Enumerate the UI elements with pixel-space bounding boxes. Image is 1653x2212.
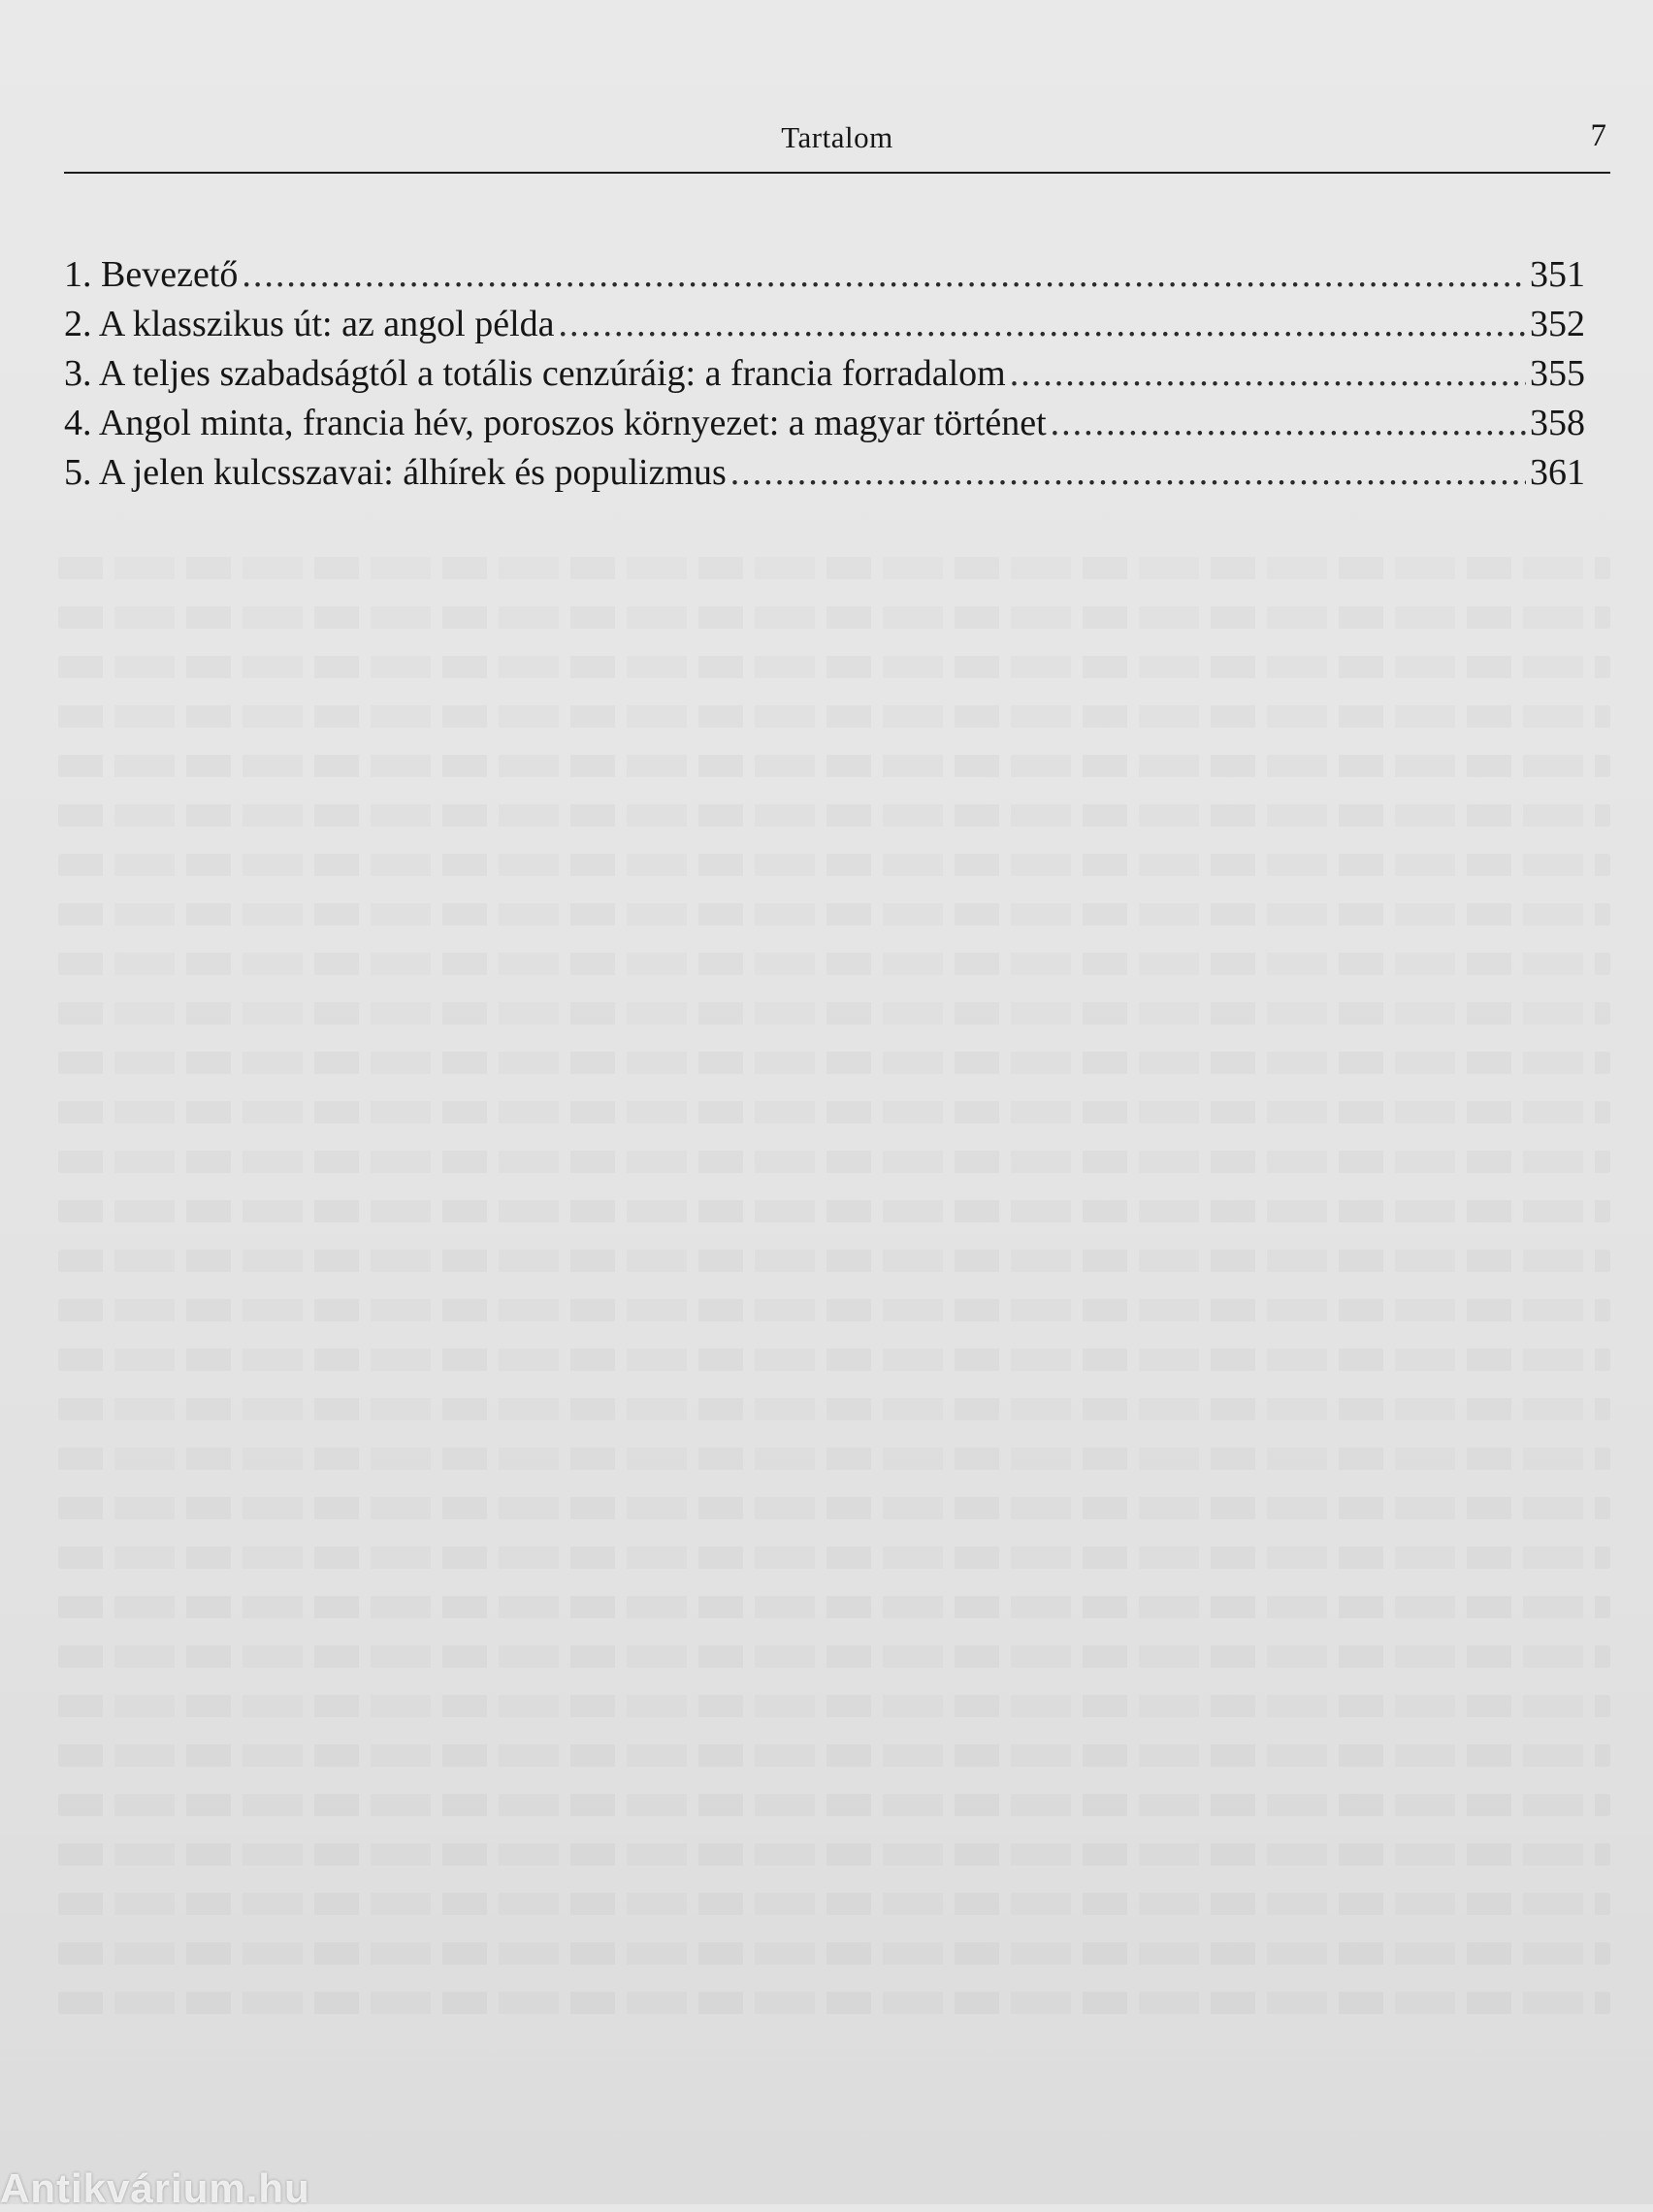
toc-entry-title: 1. Bevezető [64, 254, 239, 295]
toc-entry-page: 358 [1530, 403, 1585, 443]
running-head [64, 114, 1610, 173]
toc-entry-title: 2. A klasszikus út: az angol példa [64, 304, 555, 344]
table-of-contents [64, 250, 1585, 498]
header-rule [64, 172, 1610, 174]
show-through-text [58, 543, 1610, 2028]
toc-entry [64, 399, 1585, 448]
toc-entry [64, 448, 1585, 498]
page-number: 7 [1590, 118, 1606, 153]
toc-entry-title: 5. A jelen kulcsszavai: álhírek és populizmus [64, 452, 727, 493]
toc-entry-page: 351 [1530, 254, 1585, 295]
dot-leader [559, 300, 1526, 349]
toc-entry-page: 361 [1530, 452, 1585, 493]
dot-leader [1010, 349, 1526, 399]
dot-leader [1051, 399, 1526, 448]
dot-leader [730, 448, 1526, 498]
watermark: Antikvárium.hu [0, 2165, 310, 2211]
toc-entry-title: 4. Angol minta, francia hév, poroszos környezet: a magyar történet [64, 403, 1047, 443]
toc-entry [64, 300, 1585, 349]
dot-leader [242, 250, 1526, 300]
running-title: Tartalom [781, 120, 893, 154]
toc-entry-page: 352 [1530, 304, 1585, 344]
toc-entry [64, 250, 1585, 300]
toc-entry [64, 349, 1585, 399]
toc-entry-title: 3. A teljes szabadságtól a totális cenzúráig: a francia forradalom [64, 353, 1006, 394]
toc-entry-page: 355 [1530, 353, 1585, 394]
